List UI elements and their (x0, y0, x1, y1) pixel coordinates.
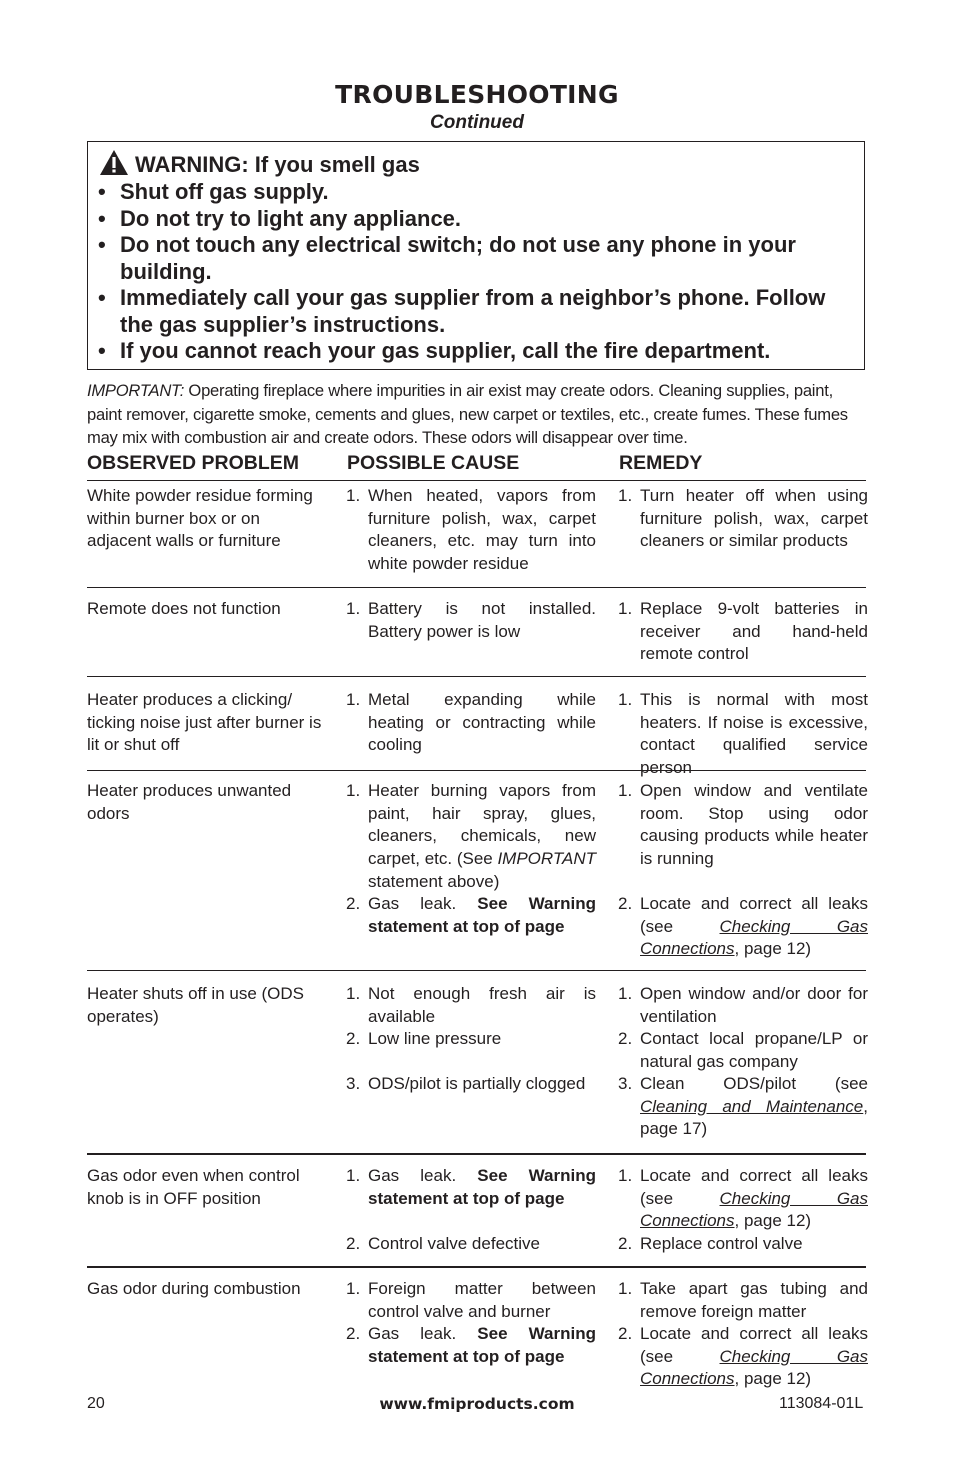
item-number: 1. (618, 984, 633, 1003)
item-text-tail: , page 12) (734, 1369, 812, 1389)
remedy-item (618, 1165, 868, 1233)
item-text (368, 1165, 596, 1210)
cause-item (346, 1165, 596, 1210)
item-text (640, 689, 868, 780)
item-number: 1. (346, 599, 361, 618)
item-text-body: Locate and correct all leaks (see (640, 894, 868, 936)
website-link[interactable]: www.fmiproducts.com (379, 1395, 575, 1413)
item-number: 3. (346, 1074, 361, 1093)
observed-problem: Heater produces unwanted odors (87, 781, 292, 823)
row-divider (87, 1266, 866, 1268)
remedy-item (618, 1073, 868, 1141)
item-text-body: Gas leak. (368, 1324, 478, 1343)
warning-box (87, 141, 865, 370)
item-text (640, 1323, 868, 1391)
section-link[interactable]: Checking Gas Connections (640, 916, 868, 959)
item-text (368, 485, 596, 576)
item-text-body: Replace 9-volt batteries in receiver and hand-held remote control (640, 599, 868, 664)
item-text-tail: , page 17) (640, 1096, 868, 1139)
cause-item (346, 1028, 596, 1051)
cause-item (346, 689, 596, 757)
item-number: 3. (618, 1074, 633, 1093)
observed-problem: Gas odor even when control knob is in OFF position (87, 1166, 300, 1208)
item-text (368, 1073, 596, 1096)
item-text (368, 1323, 596, 1368)
warning-item: • Do not try to light any appliance. (98, 205, 462, 231)
column-header-cause: POSSIBLE CAUSE (347, 452, 520, 474)
item-text (368, 1233, 596, 1256)
item-number: 1. (346, 1166, 361, 1185)
item-text-body: Open window and ventilate room. Stop using odor causing products while heater is running (640, 781, 868, 869)
item-number: 1. (346, 781, 361, 800)
item-text-tail: statement above) (368, 871, 500, 891)
item-text-body: Foreign matter between control valve and burner (368, 1279, 596, 1321)
item-text-body: ODS/pilot is partially clogged (368, 1074, 586, 1093)
important-text: Operating fireplace where impurities in air exist may create odors. Cleaning supplies, paint, paint remover, cigarette smoke, cements and glues, new carpet or textiles, etc., create fumes. These fumes may mix with combustion air and create odors. These odors will disappear over time. (87, 381, 848, 447)
section-link[interactable]: Checking Gas Connections (640, 1188, 868, 1231)
item-text (640, 598, 868, 666)
item-text-body: Control valve defective (368, 1234, 540, 1253)
item-text-tail: , page 12) (734, 939, 812, 959)
page-number: 20 (87, 1395, 105, 1412)
warning-reference: See Warning statement at top of page (368, 1166, 596, 1208)
item-number: 1. (346, 984, 361, 1003)
remedy-item (618, 485, 868, 553)
item-text-body: This is normal with most heaters. If noise is excessive, contact qualified service person (640, 690, 868, 778)
cause-item (346, 780, 596, 894)
item-text-body: Low line pressure (368, 1029, 502, 1048)
document-code: 113084-01L (779, 1395, 864, 1412)
item-text (640, 485, 868, 553)
warning-reference: See Warning statement at top of page (368, 894, 596, 936)
item-number: 2. (618, 894, 633, 913)
section-link[interactable]: Checking Gas Connections (640, 1346, 868, 1389)
cause-item (346, 983, 596, 1028)
column-header-problem: OBSERVED PROBLEM (87, 452, 300, 474)
warning-triangle-icon (99, 152, 135, 177)
item-text-body: Gas leak. (368, 894, 478, 913)
warning-heading-text: WARNING: If you smell gas (135, 152, 420, 177)
cause-item (346, 485, 596, 576)
remedy-item (618, 1233, 868, 1256)
item-text (368, 598, 596, 643)
cause-item (346, 1073, 596, 1096)
cause-item (346, 598, 596, 643)
page-subtitle: Continued (430, 112, 524, 133)
item-text-body: Turn heater off when using furniture polish, wax, carpet cleaners or similar products (640, 486, 868, 551)
warning-item: • Immediately call your gas supplier from a neighbor’s phone. Follow the gas supplier’s instructions. (98, 285, 826, 337)
remedy-item (618, 689, 868, 780)
cause-item (346, 893, 596, 938)
row-divider (87, 480, 866, 481)
observed-problem: Gas odor during combustion (87, 1279, 301, 1298)
item-text-body: Locate and correct all leaks (see (640, 1324, 868, 1366)
warning-reference: See Warning statement at top of page (368, 1324, 596, 1366)
item-number: 1. (346, 1279, 361, 1298)
item-text (640, 893, 868, 961)
cause-item (346, 1323, 596, 1368)
warning-item: • Shut off gas supply. (98, 179, 329, 204)
remedy-item (618, 1028, 868, 1073)
item-text-body: Clean ODS/pilot (see (640, 1074, 868, 1093)
row-divider (87, 676, 866, 677)
remedy-item (618, 893, 868, 961)
item-text (640, 1278, 868, 1323)
item-text-body: When heated, vapors from furniture polish, wax, carpet cleaners, etc. may turn into white powder residue (368, 486, 596, 574)
item-text-body: Gas leak. (368, 1166, 478, 1185)
item-text (640, 1073, 868, 1141)
warning-item: • If you cannot reach your gas supplier, call the fire department. (98, 338, 771, 363)
column-header-remedy: REMEDY (619, 452, 703, 474)
item-number: 1. (618, 1279, 633, 1298)
item-text (640, 1028, 868, 1073)
remedy-item (618, 780, 868, 871)
item-text-body: Contact local propane/LP or natural gas company (640, 1029, 868, 1071)
item-number: 1. (346, 690, 361, 709)
item-text-body: Not enough fresh air is available (368, 984, 596, 1026)
item-number: 2. (346, 1324, 361, 1343)
warning-list (98, 179, 858, 365)
item-number: 2. (618, 1324, 633, 1343)
item-text (368, 983, 596, 1028)
item-text (640, 1233, 868, 1256)
item-number: 2. (618, 1234, 633, 1253)
item-number: 2. (618, 1029, 633, 1048)
item-text-body: Take apart gas tubing and remove foreign matter (640, 1279, 868, 1321)
item-text-tail: , page 12) (734, 1211, 812, 1231)
remedy-item (618, 983, 868, 1028)
item-number: 1. (618, 599, 633, 618)
remedy-item (618, 598, 868, 666)
emphasis-text: IMPORTANT (497, 849, 596, 869)
item-number: 1. (618, 1166, 633, 1185)
item-text (368, 893, 596, 938)
remedy-item (618, 1278, 868, 1323)
row-divider (87, 587, 866, 588)
item-number: 2. (346, 894, 361, 913)
item-text-body: Metal expanding while heating or contracting while cooling (368, 690, 596, 755)
important-note (87, 379, 869, 450)
cause-item (346, 1278, 596, 1323)
item-text (640, 983, 868, 1028)
observed-problem: Heater shuts off in use (ODS operates) (87, 984, 305, 1026)
observed-problem: White powder residue forming within burner box or on adjacent walls or furniture (87, 486, 313, 551)
item-number: 1. (618, 486, 633, 505)
row-divider (87, 970, 866, 971)
page-title: TROUBLESHOOTING (335, 80, 619, 109)
item-text (368, 1028, 596, 1051)
observed-problem: Remote does not function (87, 599, 281, 618)
item-text-body: Battery is not installed. Battery power is low (368, 599, 596, 641)
warning-heading (99, 149, 420, 180)
item-number: 2. (346, 1029, 361, 1048)
item-text (640, 1165, 868, 1233)
important-label: IMPORTANT: (87, 381, 185, 400)
row-divider (87, 770, 866, 771)
item-text-body: Locate and correct all leaks (see (640, 1166, 868, 1208)
section-link[interactable]: Cleaning and Maintenance (640, 1096, 864, 1116)
item-number: 1. (346, 486, 361, 505)
item-text-body: Replace control valve (640, 1234, 803, 1253)
item-text-body: Open window and/or door for ventilation (640, 984, 868, 1026)
item-text (640, 780, 868, 871)
item-text-body: Heater burning vapors from paint, hair spray, glues, cleaners, chemicals, new carpet, etc. (See (368, 781, 596, 869)
item-number: 1. (618, 690, 633, 709)
item-text (368, 780, 596, 894)
item-number: 1. (618, 781, 633, 800)
item-text (368, 689, 596, 757)
warning-item: • Do not touch any electrical switch; do not use any phone in your building. (98, 232, 796, 284)
observed-problem: Heater produces a clicking/ ticking noise just after burner is lit or shut off (87, 690, 322, 755)
row-divider (87, 1153, 866, 1155)
remedy-item (618, 1323, 868, 1391)
cause-item (346, 1233, 596, 1256)
item-text (368, 1278, 596, 1323)
item-number: 2. (346, 1234, 361, 1253)
